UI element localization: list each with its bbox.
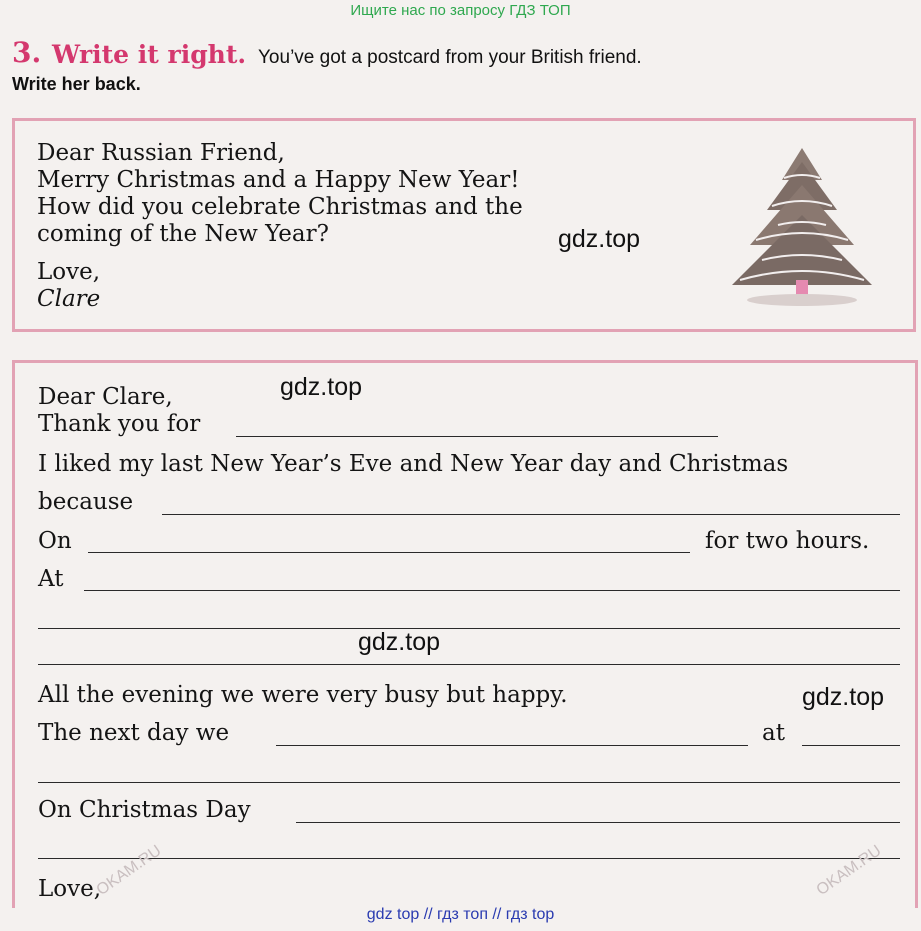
task-instruction: You’ve got a postcard from your British friend.: [258, 47, 642, 68]
letter-because: because: [38, 489, 134, 515]
letter-next-day: The next day we: [38, 720, 230, 746]
blank-line-extra-3[interactable]: [38, 782, 900, 783]
letter-christmas-day: On Christmas Day: [38, 797, 251, 823]
letter-closing: Love,: [38, 876, 102, 902]
blank-line-thank-you[interactable]: [236, 436, 718, 437]
blank-line-extra-4[interactable]: [38, 858, 900, 859]
watermark-4: gdz.top: [802, 683, 885, 711]
watermark-3: gdz.top: [358, 628, 441, 656]
task-title: Write it right.: [52, 40, 247, 69]
postcard-greeting: Dear Russian Friend,: [37, 140, 285, 166]
faint-watermark-2: OKAM.RU: [813, 842, 885, 899]
letter-liked: I liked my last New Year’s Eve and New Year day and Christmas: [38, 451, 789, 477]
blank-line-at-2[interactable]: [802, 745, 900, 746]
blank-line-on[interactable]: [88, 552, 690, 553]
postcard-signature: Clare: [37, 286, 101, 312]
blank-line-because[interactable]: [162, 514, 900, 515]
blank-line-christmas-day[interactable]: [296, 822, 900, 823]
postcard-closing: Love,: [37, 259, 101, 285]
letter-thank-you: Thank you for: [38, 411, 201, 437]
top-banner[interactable]: Ищите нас по запросу ГДЗ ТОП: [350, 2, 571, 19]
postcard-line1: Merry Christmas and a Happy New Year!: [37, 167, 520, 193]
bottom-banner[interactable]: gdz top // гдз топ // гдз top: [366, 906, 555, 923]
postcard-line2: How did you celebrate Christmas and the: [37, 194, 523, 220]
blank-line-next-day[interactable]: [276, 745, 748, 746]
letter-greeting: Dear Clare,: [38, 384, 173, 410]
blank-line-extra-2[interactable]: [38, 664, 900, 665]
letter-two-hours: for two hours.: [705, 528, 870, 554]
watermark-2: gdz.top: [280, 373, 363, 401]
task-instruction-2: Write her back.: [12, 74, 141, 94]
faint-watermark-1: OKAM.RU: [93, 842, 165, 899]
blank-line-at[interactable]: [84, 590, 900, 591]
postcard-line3: coming of the New Year?: [37, 221, 329, 247]
letter-frame: [12, 360, 918, 908]
task-number: 3.: [12, 36, 42, 69]
christmas-tree-icon: [722, 140, 882, 310]
letter-at: At: [38, 566, 64, 592]
blank-line-extra-1[interactable]: [38, 628, 900, 629]
letter-at-2: at: [762, 720, 785, 746]
letter-on: On: [38, 528, 72, 554]
letter-evening: All the evening we were very busy but happy.: [38, 682, 568, 708]
watermark-1: gdz.top: [558, 225, 641, 253]
